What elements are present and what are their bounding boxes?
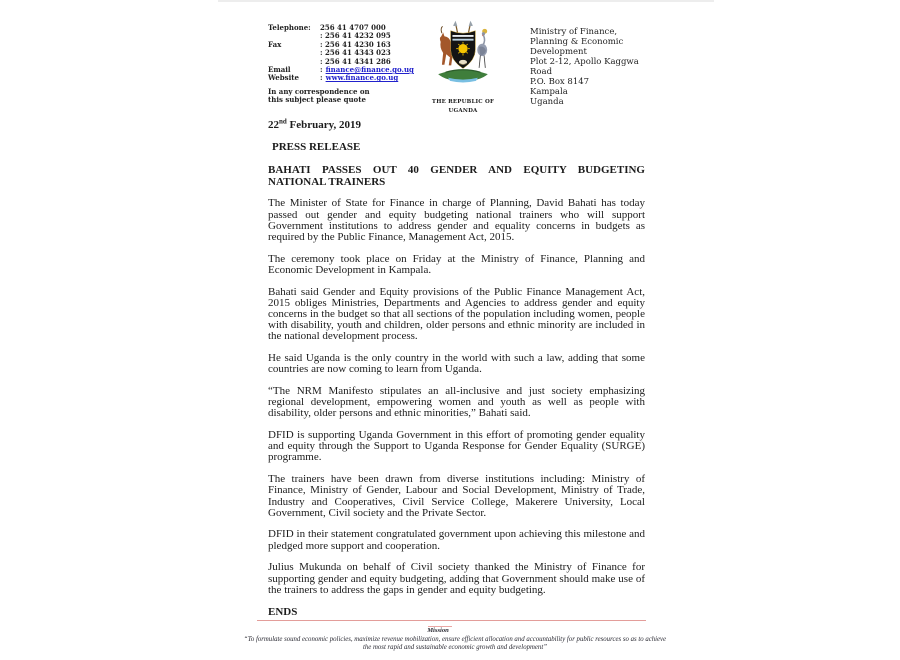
page-top-edge <box>218 0 714 2</box>
address-line: Development <box>530 47 587 57</box>
website-link[interactable]: www.finance.go.ug <box>325 73 399 83</box>
letterhead-emblem-block <box>417 20 509 116</box>
email-link[interactable]: finance@finance.go.ug <box>325 65 414 75</box>
ends-label: ENDS <box>268 605 298 618</box>
body-paragraph: DFID is supporting Uganda Government in this effort of promoting gender equality and equity through the Support to Uganda Response for Gender Equality (SURGE) programme. <box>268 429 645 464</box>
telephone-value: : 256 41 4232 095 <box>320 31 391 41</box>
website-row: Website : www.finance.go.ug <box>268 73 399 83</box>
body-paragraph: Julius Mukunda on behalf of Civil society thanked the Ministry of Finance for supporting gender and equity budgeting, adding that Government should make use of the trainers to address the gaps in gender and equity budgeting. <box>268 561 645 596</box>
fax-value: : 256 41 4341 286 <box>320 56 391 66</box>
press-title: BAHATI PASSES OUT 40 GENDER AND EQUITY BUDGETING NATIONAL TRAINERS <box>268 164 645 188</box>
footer-divider <box>257 620 646 621</box>
body-paragraph: Bahati said Gender and Equity provisions of the Public Finance Management Act, 2015 obliges Ministries, Departments and Agencies to address gender and equity concerns in the budget so that all sections of the population including women, people with disability, youth and children, older persons and ethnic minority are included in the national development process. <box>268 285 645 343</box>
body-paragraph: DFID in their statement congratulated government upon achieving this milestone and pledged more support and cooperation. <box>268 528 645 552</box>
document-body <box>268 117 645 618</box>
email-label: Email <box>268 65 291 75</box>
letterhead-contact-block <box>268 24 436 105</box>
body-paragraph: The ceremony took place on Friday at the Ministry of Finance, Planning and Economic Development in Kampala. <box>268 252 645 276</box>
mission-heading: Mission <box>427 627 449 634</box>
address-line: Ministry of Finance, <box>530 27 618 37</box>
republic-caption: THE REPUBLIC OF UGANDA <box>431 99 495 114</box>
address-line: Road <box>530 67 553 77</box>
address-line: P.O. Box 8147 <box>530 77 590 87</box>
correspondence-note: In any correspondence on this subject please quote <box>268 86 370 105</box>
fax-value: : 256 41 4230 163 <box>320 39 391 49</box>
body-paragraph: “The NRM Manifesto stipulates an all-inclusive and just society emphasizing regional development, empowering women and youth as well as people with disability, older persons and ethnic minorities,” Bahati said. <box>268 384 645 420</box>
fax-label: Fax <box>268 39 282 49</box>
body-paragraph: He said Uganda is the only country in the world with such a law, adding that some countries are now coming to learn from Uganda. <box>268 352 645 376</box>
address-line: Planning & Economic <box>530 37 624 47</box>
telephone-label: Telephone: <box>268 23 311 32</box>
fax-value: : 256 41 4343 023 <box>320 48 391 58</box>
ministry-address-block <box>530 27 655 107</box>
telephone-value: 256 41 4707 000 <box>320 23 386 32</box>
address-line: Kampala <box>530 87 568 97</box>
date-line: 22nd February, 2019 <box>268 117 362 131</box>
body-paragraph: The trainers have been drawn from diverse institutions including: Ministry of Finance, Ministry of Gender, Labour and Social Development, Ministry of Trade, Industry and Cooperatives, Civil Service College, Makerere University, Local Government, Civil society and the Private Sector. <box>268 473 645 519</box>
uganda-coat-of-arms-icon <box>432 20 494 86</box>
body-paragraph: The Minister of State for Finance in charge of Planning, David Bahati has today passed out gender and equity budgeting national trainers who will support Government institutions to address gender and equality concerns in budgets as required by the Public Finance, Management Act, 2015. <box>268 197 645 243</box>
email-row: Email : finance@finance.go.ug <box>268 65 414 75</box>
mission-text: “To formulate sound economic policies, maximize revenue mobilization, ensure efficient allocation and accountability for public resources so as to achieve the most rapid and sustainable economic growth and development” <box>243 635 667 652</box>
press-release-heading: PRESS RELEASE <box>272 141 361 154</box>
address-line: Plot 2-12, Apollo Kaggwa <box>530 57 639 67</box>
address-line: Uganda <box>530 97 564 107</box>
footer-mission-block <box>240 627 670 653</box>
website-label: Website <box>268 73 299 83</box>
